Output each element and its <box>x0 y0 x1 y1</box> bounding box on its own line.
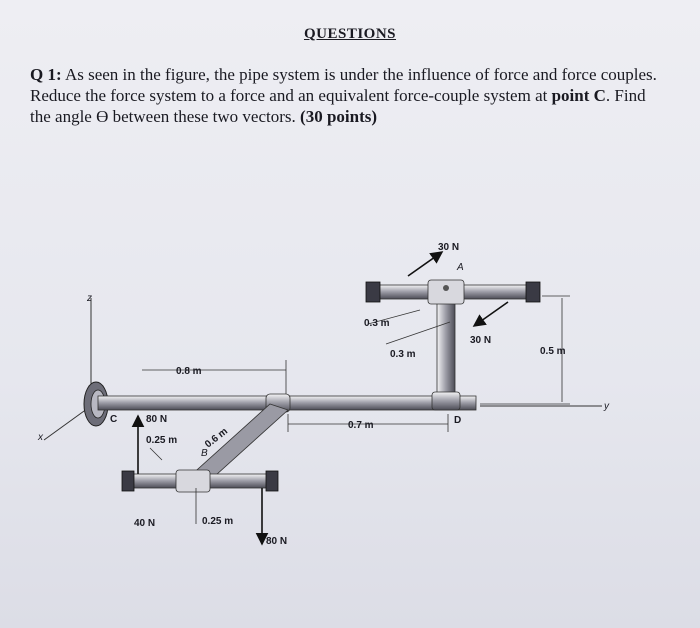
z-axis-label: z <box>87 293 92 304</box>
force-arrow-right <box>474 302 508 326</box>
force-label-top: 30 N <box>438 242 460 253</box>
pipe-tee-b <box>176 470 210 492</box>
pipe-system-figure <box>30 226 670 571</box>
question-point-label: point C <box>551 86 606 105</box>
question-number: Q 1: <box>30 65 62 84</box>
dimension-05: 0.5 m <box>540 346 566 357</box>
question-body-part-2: . Find the angle ϴ between these two vectors. <box>30 86 646 126</box>
point-b-label: B <box>201 448 208 459</box>
dimension-07: 0.7 m <box>348 420 374 431</box>
dimension-08: 0.8 m <box>176 366 202 377</box>
pipe-system-diagram <box>30 226 670 566</box>
dimension-025-bottom: 0.25 m <box>202 516 234 527</box>
pipe-vertical <box>437 300 455 404</box>
x-axis <box>44 406 91 440</box>
force-label-80n-down: 80 N <box>266 536 288 547</box>
force-label-right: 30 N <box>470 335 492 346</box>
question-text <box>30 64 670 127</box>
question-points: (30 points) <box>300 107 378 126</box>
question-body-part-1: As seen in the figure, the pipe system is under the influence of force and force couples. Reduce the force system to a force and an equivalent force-couple system at <box>30 65 657 105</box>
point-d-label: D <box>454 415 462 426</box>
dimension-03-mid: 0.3 m <box>390 349 416 360</box>
dimension-025-left: 0.25 m <box>146 435 178 446</box>
force-arrow-top <box>408 252 442 276</box>
x-axis-label: x <box>38 432 43 443</box>
y-axis-label: y <box>604 401 609 412</box>
dimension-03-top: 0.3 m <box>364 318 390 329</box>
point-a-label: A <box>457 262 464 273</box>
force-label-40n: 40 N <box>134 518 156 529</box>
force-label-80n-up: 80 N <box>146 414 168 425</box>
pipe-tee-a <box>428 280 464 304</box>
page-heading: QUESTIONS <box>303 26 397 42</box>
pipe-joint-d <box>432 392 460 410</box>
dimension-06: 0.6 m <box>203 425 231 451</box>
point-c-label: C <box>110 414 118 425</box>
